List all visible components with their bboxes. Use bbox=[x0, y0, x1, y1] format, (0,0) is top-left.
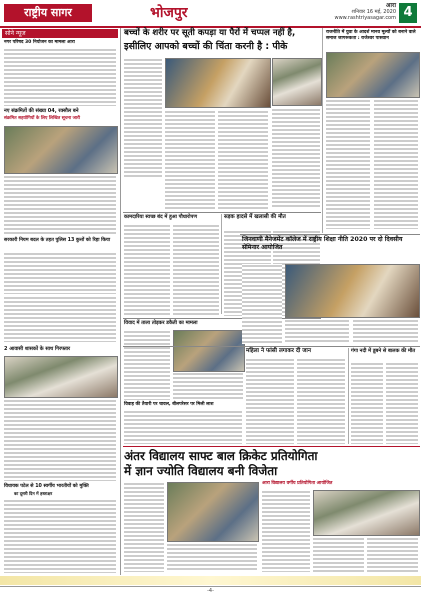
mid-story3-body1 bbox=[124, 330, 170, 400]
seminar-headline: जिनवाणी मैनेजमेंट कॉलेज में राष्ट्रीय शिक्षा नीति 2020 पर दो दिवसीय सेमिनार आयोजित bbox=[242, 236, 403, 251]
mid-story1-body1 bbox=[124, 224, 170, 316]
page-info bbox=[318, 3, 396, 21]
left-story6-body bbox=[4, 499, 116, 573]
city-label: आरा bbox=[385, 2, 396, 9]
mid-story3-photo bbox=[173, 330, 245, 372]
seminar-divider bbox=[240, 234, 420, 235]
page-marker: -4- bbox=[0, 586, 421, 595]
lead-body-col2 bbox=[165, 110, 215, 210]
website-label: www.rashtriyasagar.com bbox=[334, 15, 396, 21]
seminar-body1 bbox=[242, 264, 282, 344]
left-story1-body bbox=[4, 48, 116, 106]
lead-body-col1 bbox=[124, 58, 162, 178]
lead-body-col3 bbox=[218, 110, 268, 210]
mid-story7-body1 bbox=[351, 362, 383, 444]
left-photo-2 bbox=[4, 356, 118, 398]
banner-body3 bbox=[262, 490, 310, 572]
mid-divider-1 bbox=[123, 212, 321, 213]
banner-photo bbox=[167, 482, 259, 542]
left-story3-headline: संक्रमित सहयोगियों के लिए लिखित सूचना जारी bbox=[4, 116, 80, 121]
mid-story2-headline: सड़क हादसे में खलासी की मौत bbox=[224, 214, 286, 220]
seminar-photo bbox=[285, 264, 420, 318]
mid-story6-body1 bbox=[246, 358, 294, 444]
left-photo-1 bbox=[4, 126, 118, 174]
lead-photo-2 bbox=[272, 58, 322, 106]
left-story3-body bbox=[4, 175, 116, 235]
lead-photo bbox=[165, 58, 271, 108]
banner-body2 bbox=[167, 543, 257, 572]
page-number-badge: 4 bbox=[399, 3, 417, 23]
mid-story5-body bbox=[124, 410, 242, 444]
banner-body1 bbox=[124, 482, 164, 572]
banner-photo-2 bbox=[313, 490, 420, 536]
banner-body4 bbox=[313, 537, 364, 572]
banner-rule bbox=[123, 446, 420, 447]
left-story5-headline: 2 आवासी शासकों के साथ गिरफ्तार bbox=[4, 346, 71, 352]
mid-story1-headline: कामदारिया स्वच्छ बंद में हुआ पौधारोपण bbox=[124, 214, 197, 220]
mid-story6-body2 bbox=[297, 358, 345, 444]
mid-story7-headline: गंगा नदी में डूबने से बालक की मौत bbox=[351, 348, 416, 354]
right-top-photo bbox=[326, 52, 420, 98]
footer-ad-strip bbox=[0, 576, 421, 585]
lead-body-col4 bbox=[272, 108, 320, 208]
masthead: राष्ट्रीय सागर bbox=[4, 4, 92, 22]
banner-sub-headline: आरा विद्यालय वर्गीय प्रतियोगिता आयोजित bbox=[262, 481, 333, 486]
mid-story1-body2 bbox=[173, 224, 219, 316]
banner-headline-line1: अंतर विद्यालय साफ्ट बाल क्रिकेट प्रतियोगिता bbox=[124, 449, 318, 463]
mid-story3-body2 bbox=[173, 372, 243, 400]
section-tag: सोने न्यूज bbox=[2, 29, 118, 38]
lead-headline-line2: इसीलिए आपको बच्चों की चिंता करनी है : पीके bbox=[124, 41, 288, 52]
seminar-body3 bbox=[353, 319, 418, 344]
right-divider bbox=[322, 28, 323, 233]
mid-story3-headline: विवाद में ताला तोड़कर डकैती का मामला bbox=[124, 320, 198, 326]
lead-headline-line1: बच्चों के शरीर पर सूती कपड़ा या पैरों में चप्पल नहीं है, bbox=[124, 28, 296, 38]
banner-headline-line2: में ज्ञान ज्योति विद्यालय बनी विजेता bbox=[124, 464, 278, 478]
right-top-headline: राजनीति में युवा के आदर्श मानव मूल्यों को बनाने वाले समाज जागरूकता : राजेश्वर पासवान bbox=[326, 30, 416, 41]
left-story2-headline: नए संक्रमितों की संख्या 04, रक्सौल बने bbox=[4, 108, 79, 114]
date-label: शनिवार 16 मई, 2020 bbox=[351, 9, 396, 15]
seminar-body2 bbox=[285, 319, 349, 344]
section-title: भोजपुर bbox=[150, 5, 188, 21]
left-story1-headline: नगर परिषद 30 नियोजन का मामला आरा bbox=[4, 40, 75, 45]
banner-body5 bbox=[367, 537, 418, 572]
mid-story5-headline: विवाह की तैयारी पर चावल, बीलपरेसर पर मिली लाश bbox=[124, 402, 214, 407]
mid-story6-headline: महिला ने फांसी लगाकर दी जान bbox=[246, 348, 311, 354]
mid-divider-3 bbox=[123, 346, 420, 347]
mid-vdivider-2 bbox=[348, 348, 349, 444]
left-story4-headline: सरकारी नियम बदल के तहत पुलिस 13 कुत्तों को रिहा किया bbox=[4, 238, 111, 243]
left-story4-body2 bbox=[4, 296, 116, 342]
mid-story7-body2 bbox=[386, 362, 418, 444]
right-top-body1 bbox=[326, 99, 370, 229]
right-top-body2 bbox=[374, 99, 418, 229]
left-story4-body bbox=[4, 252, 116, 294]
left-story6-sub: का दूसरी दिन में हस्ताक्षर bbox=[14, 491, 53, 496]
left-story5-body bbox=[4, 399, 116, 481]
mid-vdivider-1 bbox=[221, 214, 222, 314]
left-story6-headline: विधायक पटेल से 10 स्वर्गीय भारतीयों को मुक्ति bbox=[4, 484, 89, 489]
